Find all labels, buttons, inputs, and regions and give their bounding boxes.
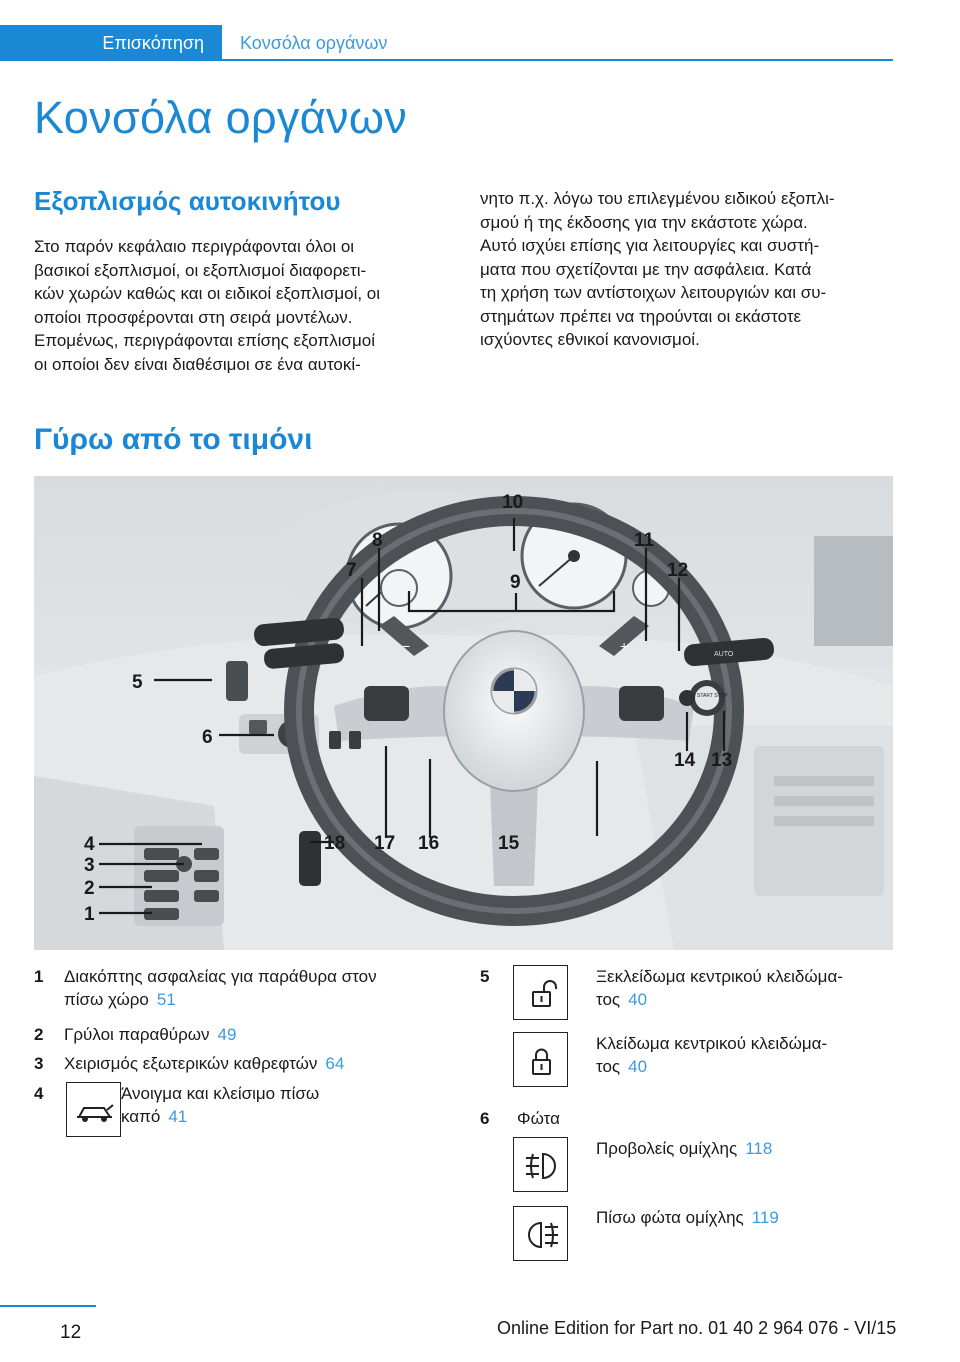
lock-icon xyxy=(513,1032,568,1087)
page-ref-link[interactable]: 49 xyxy=(217,1025,237,1044)
item-text: καπό xyxy=(121,1107,161,1126)
text-line: τη χρήση των αντίστοιχων λειτουργιών και συ- xyxy=(480,283,827,302)
callout-2: 2 xyxy=(84,878,95,899)
callout-18: 18 xyxy=(324,833,346,854)
callout-13: 13 xyxy=(711,750,733,771)
callout-4: 4 xyxy=(84,834,95,855)
list-item xyxy=(34,1023,464,1046)
page-title: Κονσόλα οργάνων xyxy=(34,92,408,143)
page-ref-link[interactable]: 118 xyxy=(745,1139,773,1158)
tab-overview[interactable]: Επισκόπηση xyxy=(0,25,222,61)
text-line: ματα που σχετίζονται με την ασφάλεια. Κατά xyxy=(480,259,812,279)
equipment-heading: Εξοπλισμός αυτοκινήτου xyxy=(34,186,341,216)
start-stop-label: START STOP xyxy=(697,693,728,699)
text-line: κών χωρών καθώς και οι ειδικοί εξοπλισμοί, οι xyxy=(34,284,381,303)
text-line: Αυτό ισχύει επίσης για λειτουργίες και συστή- xyxy=(480,236,820,255)
callout-7: 7 xyxy=(346,560,357,581)
callout-3: 3 xyxy=(84,855,95,876)
item-text: πίσω χώρο xyxy=(64,990,149,1009)
list-item xyxy=(34,965,464,1011)
text-line: βασικοί εξοπλισμοί, οι εξοπλισμοί διαφορετι- xyxy=(34,260,367,280)
callout-1: 1 xyxy=(84,904,95,925)
page-number: 12 xyxy=(60,1322,82,1343)
callout-9: 9 xyxy=(510,572,521,593)
item-text: Κλείδωμα κεντρικού κλειδώμα- xyxy=(596,1034,828,1053)
page-ref-link[interactable]: 119 xyxy=(751,1208,779,1227)
tab-instrument-panel[interactable]: Κονσόλα οργάνων xyxy=(240,33,388,53)
header-bar xyxy=(0,25,893,61)
svg-text:+: + xyxy=(620,638,629,654)
page-ref-link[interactable]: 64 xyxy=(325,1054,345,1073)
callout-8: 8 xyxy=(372,530,383,551)
steering-heading: Γύρω από το τιμόνι xyxy=(34,423,313,456)
page-ref-link[interactable]: 40 xyxy=(628,1057,648,1076)
page-ref-link[interactable]: 41 xyxy=(168,1107,188,1126)
callout-14: 14 xyxy=(674,750,696,771)
item-text: Διακόπτης ασφαλείας για παράθυρα στον xyxy=(64,967,377,986)
text-line: σμού ή της έκδοσης για την εκάστοτε χώρα. xyxy=(480,212,808,232)
item-number: 5 xyxy=(480,967,490,986)
text-line: οι οποίοι δεν είναι διαθέσιμοι σε ένα αυτοκί- xyxy=(34,354,361,374)
callout-17: 17 xyxy=(374,833,396,854)
equipment-text-right xyxy=(480,187,892,352)
edition-note: Online Edition for Part no. 01 40 2 964 076 - VI/15 xyxy=(497,1318,897,1338)
rear-fog-light-icon xyxy=(513,1206,568,1261)
steering-wheel-illustration xyxy=(34,476,893,950)
text-line: Στο παρόν κεφάλαιο περιγράφονται όλοι οι xyxy=(34,237,355,256)
item-number: 4 xyxy=(34,1084,44,1103)
page-ref-link[interactable]: 51 xyxy=(156,990,176,1009)
footer-rule xyxy=(0,1305,96,1307)
front-fog-light-icon xyxy=(513,1137,568,1192)
unlock-icon xyxy=(513,965,568,1020)
callout-6: 6 xyxy=(202,727,213,748)
callout-5: 5 xyxy=(132,672,143,693)
auto-label: AUTO xyxy=(714,651,734,658)
callout-10: 10 xyxy=(502,492,524,513)
page-ref-link[interactable]: 40 xyxy=(628,990,648,1009)
text-line: οποίοι προσφέρονται στη σειρά μοντέλων. xyxy=(34,307,353,327)
tailgate-icon xyxy=(66,1082,121,1137)
equipment-text-left xyxy=(34,235,444,376)
item-number: 1 xyxy=(34,967,44,986)
item-text: τος xyxy=(596,1057,621,1076)
item-text: Φώτα xyxy=(517,1109,560,1128)
callout-15: 15 xyxy=(498,833,520,854)
legend-right xyxy=(480,965,893,1265)
item-text: τος xyxy=(596,990,621,1009)
legend-left xyxy=(34,965,464,1165)
item-number: 3 xyxy=(34,1054,44,1073)
item-text: Πίσω φώτα ομίχλης xyxy=(596,1208,744,1227)
text-line: ισχύοντες εθνικοί κανονισμοί. xyxy=(480,330,700,349)
item-text: Άνοιγμα και κλείσιμο πίσω xyxy=(121,1084,320,1103)
item-text: Γρύλοι παραθύρων xyxy=(64,1025,210,1044)
item-number: 6 xyxy=(480,1109,490,1128)
item-number: 2 xyxy=(34,1025,44,1044)
callout-11: 11 xyxy=(634,530,655,551)
svg-text:−: − xyxy=(402,638,411,654)
list-item xyxy=(480,1107,893,1130)
callout-16: 16 xyxy=(418,833,440,854)
item-text: Προβολείς ομίχλης xyxy=(596,1139,738,1158)
text-line: Επομένως, περιγράφονται επίσης εξοπλισμοί xyxy=(34,331,376,350)
item-text: Ξεκλείδωμα κεντρικού κλειδώμα- xyxy=(596,967,843,986)
callout-12: 12 xyxy=(667,560,689,581)
text-line: στημάτων πρέπει να τηρούνται οι εκάστοτε xyxy=(480,306,802,326)
list-item xyxy=(34,1052,464,1075)
item-text: Χειρισμός εξωτερικών καθρεφτών xyxy=(64,1054,318,1073)
header-rule xyxy=(222,59,893,61)
text-line: νητο π.χ. λόγω του επιλεγμένου ειδικού εξοπλι- xyxy=(480,189,835,208)
